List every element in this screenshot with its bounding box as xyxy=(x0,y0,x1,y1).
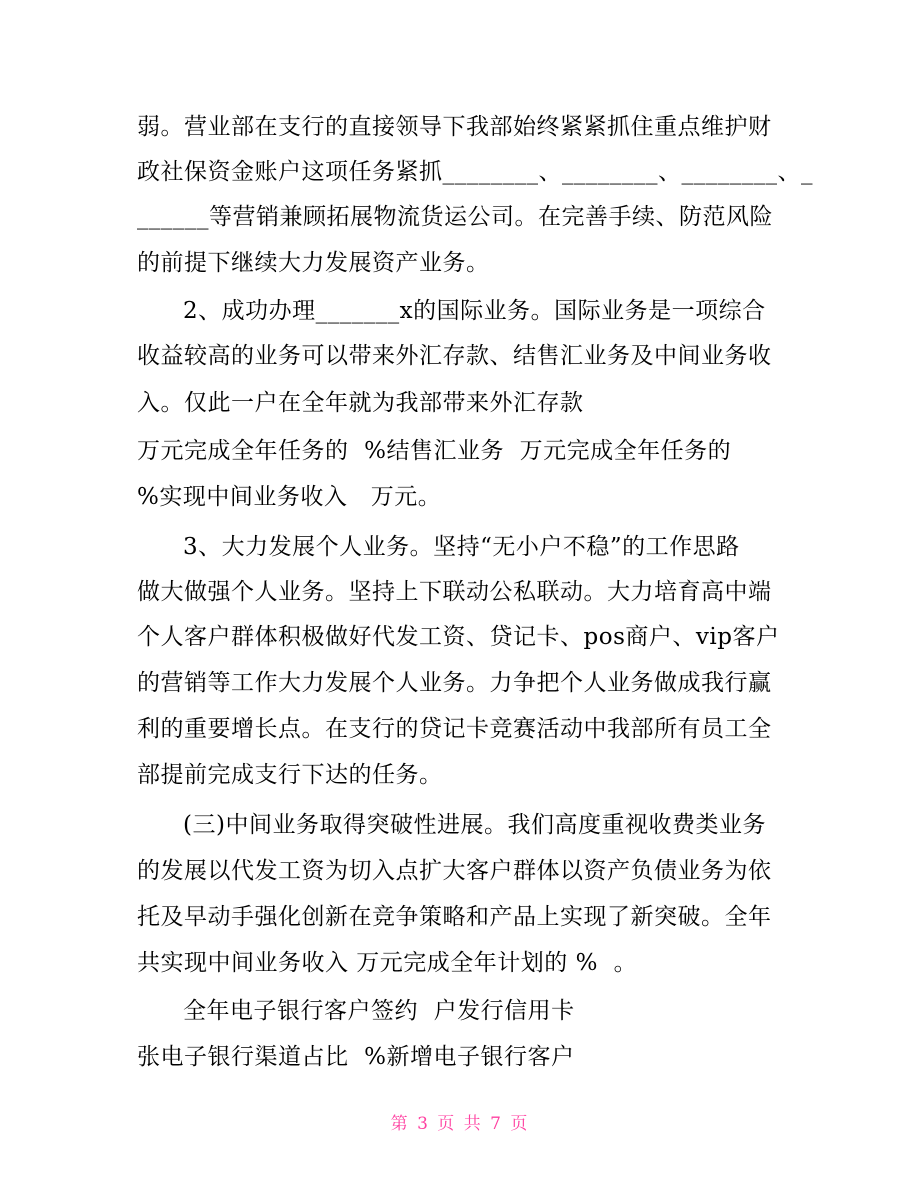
body-text-line: 弱。营业部在支行的直接领导下我部始终紧紧抓住重点维护财 xyxy=(137,114,772,140)
body-text-line: 利的重要增长点。在支行的贷记卡竞赛活动中我部所有员工全 xyxy=(137,716,772,742)
body-text-line: 做大做强个人业务。坚持上下联动公私联动。大力培育高中端 xyxy=(137,579,772,605)
body-text-line: ______等营销兼顾拓展物流货运公司。在完善手续、防范风险 xyxy=(137,204,773,230)
body-text-line: 收益较高的业务可以带来外汇存款、结售汇业务及中间业务收 xyxy=(137,343,772,369)
body-text-line: 政社保资金账户这项任务紧抓________、________、________、_ xyxy=(137,159,813,185)
body-text-line: 的发展以代发工资为切入点扩大客户群体以资产负债业务为依 xyxy=(137,858,772,884)
ebank-line-start: 全年电子银行客户签约 户发行信用卡 xyxy=(183,998,575,1024)
body-text-line: 的营销等工作大力发展个人业务。力争把个人业务做成我行赢 xyxy=(137,670,772,696)
body-text-line: 入。仅此一户在全年就为我部带来外汇存款 xyxy=(137,390,584,416)
page-number-footer: 第 3 页 共 7 页 xyxy=(390,1114,530,1134)
body-text-line: 的前提下继续大力发展资产业务。 xyxy=(137,250,490,276)
body-text-line: 托及早动手强化创新在竞争策略和产品上实现了新突破。全年 xyxy=(137,904,772,930)
body-text-line: 万元完成全年任务的 %结售汇业务 万元完成全年任务的 xyxy=(137,438,732,464)
paragraph-3-start: 3、大力发展个人业务。坚持“无小户不稳”的工作思路 xyxy=(183,534,740,560)
body-text-line: 共实现中间业务收入 万元完成全年计划的 % 。 xyxy=(137,950,638,976)
paragraph-2-start: 2、成功办理_______x的国际业务。国际业务是一项综合 xyxy=(183,298,766,324)
body-text-line: 张电子银行渠道占比 %新增电子银行客户 xyxy=(137,1044,575,1070)
body-text-line: %实现中间业务收入 万元。 xyxy=(137,484,442,510)
body-text-line: 部提前完成支行下达的任务。 xyxy=(137,762,443,788)
body-text-line: 个人客户群体积极做好代发工资、贷记卡、pos商户、vip客户 xyxy=(137,624,780,650)
section-3-start: (三)中间业务取得突破性进展。我们高度重视收费类业务 xyxy=(183,812,766,838)
